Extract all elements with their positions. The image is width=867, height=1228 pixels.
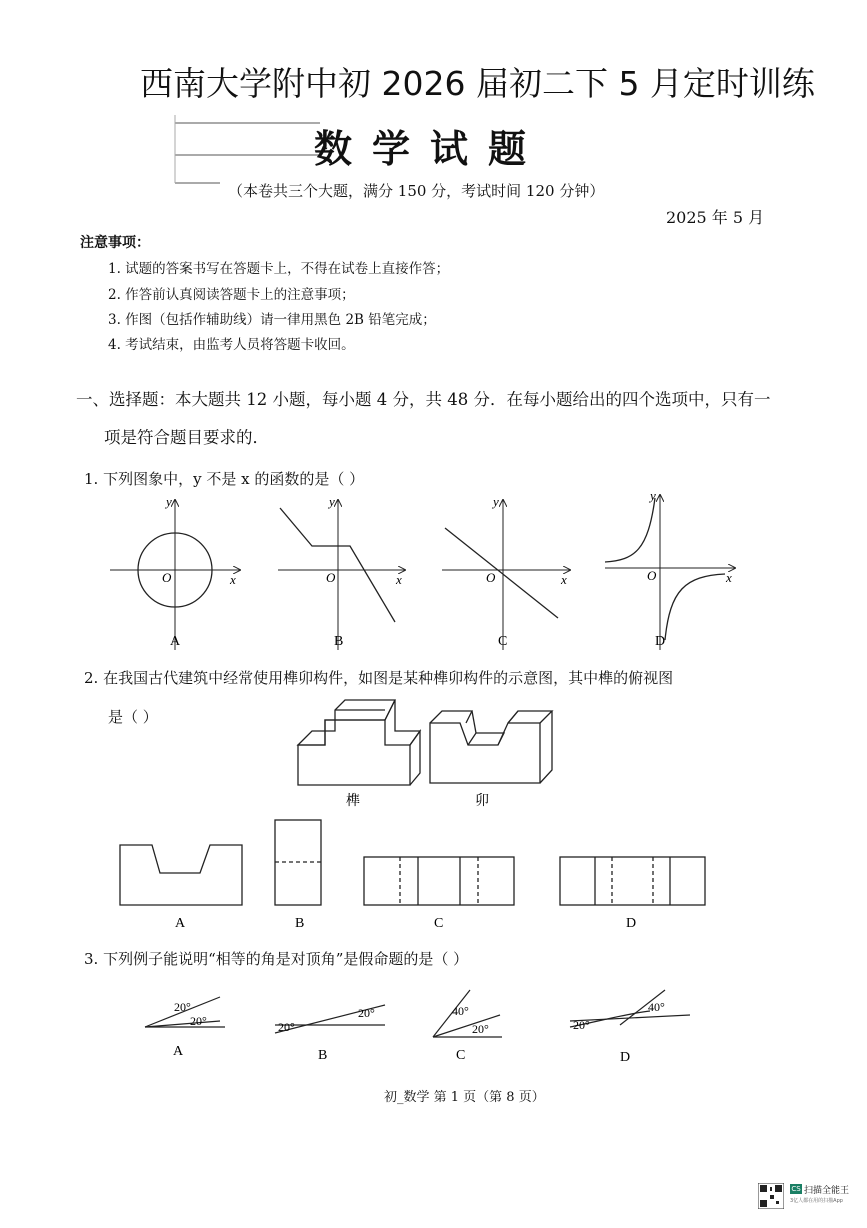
- notice-heading: 注意事项：: [80, 235, 150, 251]
- axis-x-label: x: [561, 572, 567, 587]
- exam-title: 西南大学附中初 2026 届初二下 5 月定时训练: [140, 64, 815, 103]
- axis-y-label: y: [166, 494, 172, 509]
- section-heading: 一、选择题：本大题共 12 小题，每小题 4 分，共 48 分．在每小题给出的四个选项中，只有一: [76, 390, 771, 409]
- exam-subtitle: 数学试题: [314, 127, 547, 171]
- option-d-label: D: [655, 634, 666, 649]
- notice-item: 3. 作图（包括作辅助线）请一律用黑色 2B 铅笔完成；: [108, 312, 436, 328]
- option-b-label: B: [295, 916, 305, 931]
- axis-y-label: y: [329, 494, 335, 509]
- axis-y-label: y: [650, 490, 656, 503]
- scanner-watermark: [758, 1181, 848, 1211]
- axis-x-label: x: [396, 572, 402, 587]
- angle-label: 20°: [190, 1014, 207, 1028]
- tenon-label: 榫: [346, 794, 360, 809]
- question-2-text-cont: 是（ ）: [108, 708, 158, 726]
- option-c-label: C: [456, 1048, 466, 1063]
- section-heading-cont: 项是符合题目要求的．: [104, 428, 269, 447]
- option-a-figure: [120, 845, 242, 905]
- angle-label: 20°: [358, 1006, 375, 1020]
- axis-y-label: y: [493, 494, 499, 509]
- origin-label: O: [486, 570, 496, 585]
- q2-options: [110, 815, 730, 935]
- option-a-label: A: [173, 1044, 184, 1059]
- option-b-label: B: [334, 634, 344, 649]
- exam-note: （本卷共三个大题，满分 150 分，考试时间 120 分钟）: [228, 182, 605, 200]
- option-c-label: C: [434, 916, 444, 931]
- graph-a: [110, 494, 240, 650]
- axis-x-label: x: [726, 570, 732, 585]
- notice-item: 1. 试题的答案书写在答题卡上，不得在试卷上直接作答；: [108, 261, 450, 277]
- mortise-label: 卯: [475, 794, 489, 809]
- option-d-label: D: [620, 1050, 631, 1065]
- scanner-sub: 3亿人都在用的扫描App: [790, 1198, 843, 1204]
- axis-x-label: x: [230, 572, 236, 587]
- angle-label: 20°: [278, 1020, 295, 1034]
- mortise-figure: [430, 711, 552, 783]
- graph-d: [605, 490, 735, 650]
- option-c-label: C: [498, 634, 508, 649]
- qr-code-icon: [758, 1183, 784, 1209]
- q1-graphs: [100, 490, 760, 660]
- option-b-figure: [275, 820, 321, 905]
- option-b-label: B: [318, 1048, 328, 1063]
- angle-label: 40°: [452, 1004, 469, 1018]
- option-a-label: A: [170, 634, 181, 649]
- q3-angle-figures: [130, 985, 690, 1070]
- origin-label: O: [162, 570, 172, 585]
- graph-b: [278, 494, 405, 650]
- scanner-brand: 扫描全能王: [804, 1186, 850, 1196]
- angle-label: 20°: [573, 1018, 590, 1032]
- q2-mortise-tenon: [290, 695, 570, 815]
- tenon-figure: [298, 700, 420, 785]
- scanner-badge: CS: [791, 1185, 801, 1193]
- angle-label: 40°: [648, 1000, 665, 1014]
- question-1-text: 1. 下列图象中，y 不是 x 的函数的是（ ）: [84, 470, 365, 488]
- notice-item: 4. 考试结束，由监考人员将答题卡收回。: [108, 337, 355, 353]
- option-d-label: D: [626, 916, 637, 931]
- notice-item: 2. 作答前认真阅读答题卡上的注意事项；: [108, 287, 355, 303]
- question-2-text: 2. 在我国古代建筑中经常使用榫卯构件，如图是某种榫卯构件的示意图，其中榫的俯视图: [84, 669, 674, 687]
- origin-label: O: [326, 570, 336, 585]
- question-3-text: 3. 下列例子能说明“相等的角是对顶角”是假命题的是（ ）: [84, 950, 469, 968]
- option-a-label: A: [175, 916, 186, 931]
- option-c-figure: [364, 857, 514, 905]
- page-footer: 初_数学 第 1 页（第 8 页）: [384, 1090, 545, 1105]
- graph-c: [442, 494, 570, 650]
- exam-date: 2025 年 5 月: [666, 208, 765, 227]
- origin-label: O: [647, 568, 657, 583]
- option-d-figure: [560, 857, 705, 905]
- angle-label: 20°: [174, 1000, 191, 1014]
- angle-label: 20°: [472, 1022, 489, 1036]
